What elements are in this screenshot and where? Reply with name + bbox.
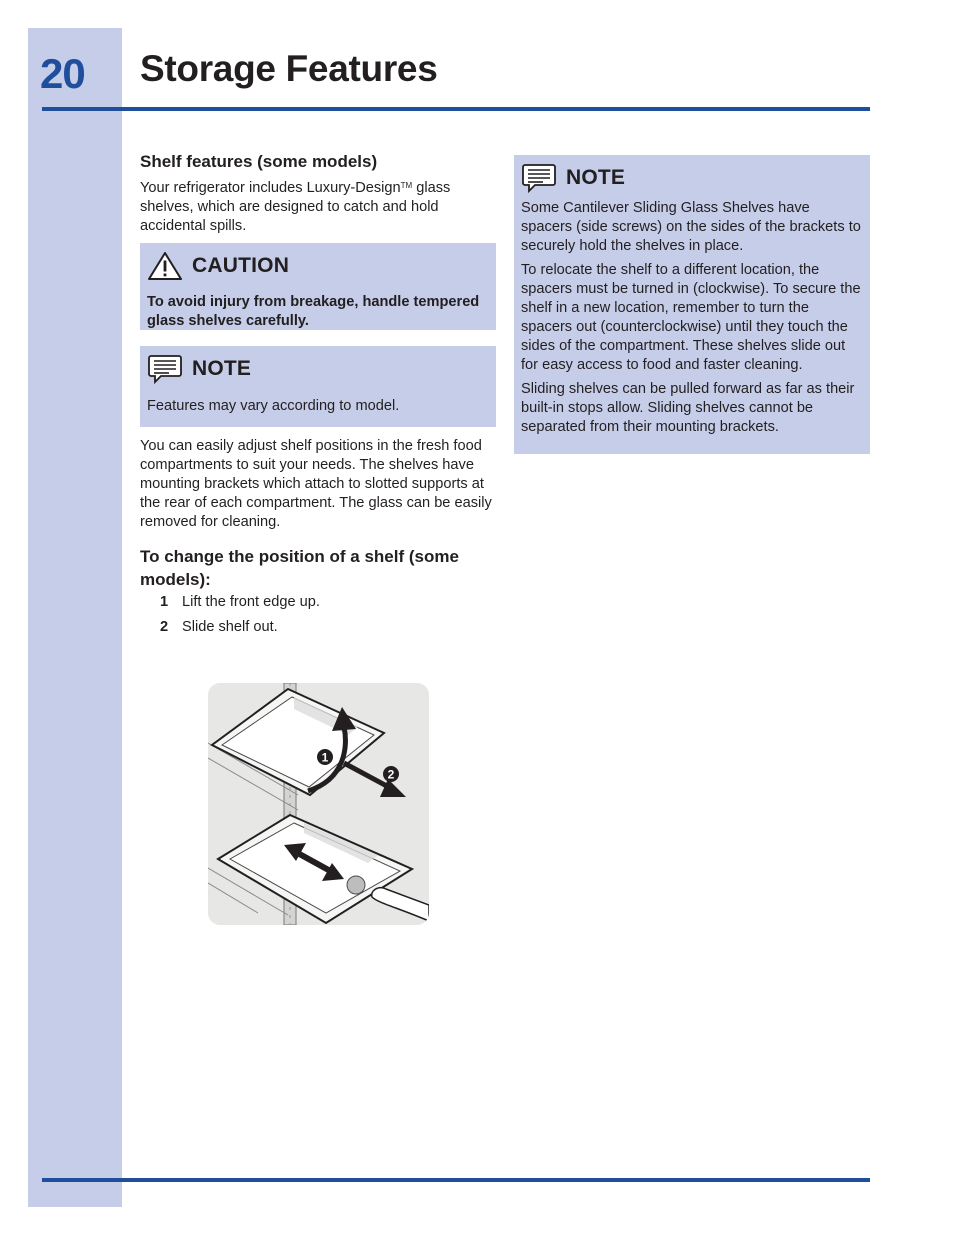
page-sidebar-band: [28, 28, 122, 1207]
note-box-sliding-shelves: [514, 155, 870, 454]
note-header: [521, 161, 863, 195]
warning-triangle-icon: [147, 251, 183, 281]
page-title: Storage Features: [140, 48, 438, 89]
steps-list: [140, 593, 496, 637]
list-item: [140, 593, 496, 612]
change-shelf-heading: To change the position of a shelf (some models):: [140, 547, 459, 589]
adjust-shelves-paragraph: You can easily adjust shelf positions in the fresh food compartments to suit your needs. The shelves have mounting brackets which attach to slotted supports at the rear of each compartment. The glass can be easily removed for cleaning.: [140, 438, 492, 530]
note-label: NOTE: [566, 166, 626, 189]
left-column: [140, 150, 496, 643]
note-header: [147, 352, 489, 386]
caution-label: CAUTION: [192, 254, 290, 277]
page-number: 20: [40, 50, 85, 97]
step-number: 2: [160, 619, 169, 635]
intro-text-start: Your refrigerator includes Luxury-Design: [140, 180, 401, 196]
note-paragraph-sliding: Sliding shelves can be pulled forward as far as their built-in stops allow. Sliding shelves cannot be separated from their mounting brackets.: [521, 381, 855, 435]
header-rule: [42, 107, 870, 111]
caution-box: [140, 243, 496, 330]
step-text: Slide shelf out.: [182, 619, 278, 635]
caution-header: [147, 249, 489, 283]
step-2-callout: 2: [387, 767, 395, 782]
shelf-intro-paragraph: [140, 179, 496, 236]
caution-text: To avoid injury from breakage, handle tempered glass shelves carefully.: [147, 294, 480, 329]
trademark-mark: TM: [400, 181, 413, 190]
note-icon: [521, 163, 557, 193]
list-item: [140, 618, 496, 637]
note-box-features: [140, 346, 496, 427]
note-text: Features may vary according to model.: [147, 398, 400, 414]
note-label: NOTE: [192, 357, 252, 380]
step-1-callout: 1: [321, 750, 329, 765]
right-column: [514, 155, 870, 454]
intro-text-end: glass shelves, which are designed to catch and hold accidental spills.: [140, 180, 451, 234]
shelf-drawing: [208, 683, 429, 925]
note-icon: [147, 354, 183, 384]
shelf-features-heading: Shelf features (some models): [140, 152, 378, 171]
note-paragraph-spacers: Some Cantilever Sliding Glass Shelves have spacers (side screws) on the sides of the brackets to securely hold the shelves in place.: [521, 200, 861, 254]
step-text: Lift the front edge up.: [182, 594, 320, 610]
shelf-removal-illustration: [208, 683, 429, 925]
footer-rule: [42, 1178, 870, 1182]
step-number: 1: [160, 594, 169, 610]
note-paragraph-relocate: To relocate the shelf to a different location, the spacers must be turned in (clockwise). To secure the shelf in a new location, remember to turn the spacers out (counterclockwise) until they touch the sides of the compartment. These shelves slide out for easy access to food and faster cleaning.: [521, 262, 861, 373]
